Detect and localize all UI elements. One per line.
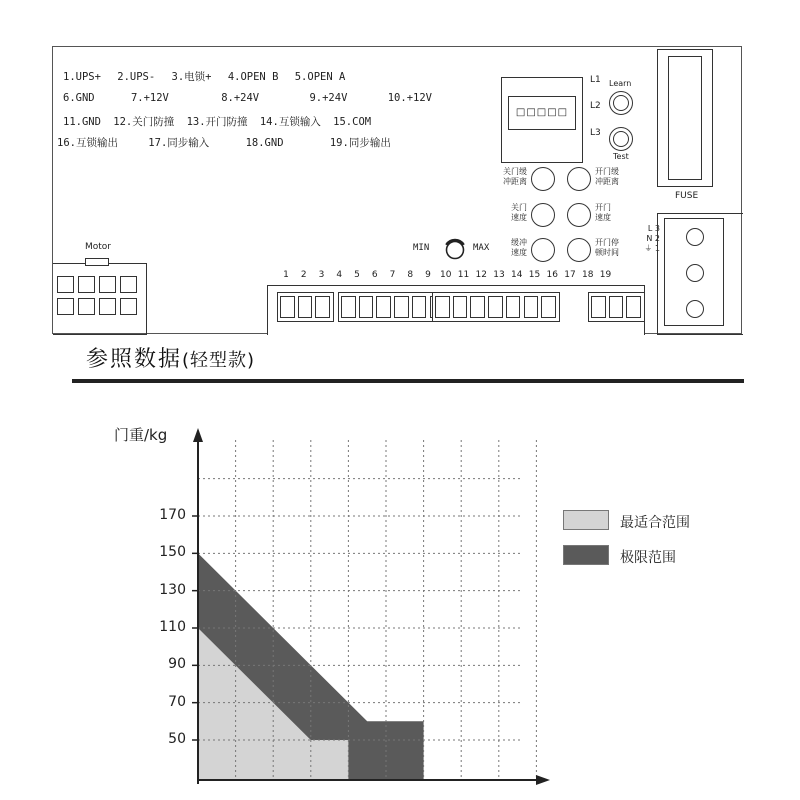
buffer-speed-knob[interactable] [531, 238, 555, 262]
legend-swatch-optimal [563, 510, 609, 530]
pin-label: 10.+12V [387, 92, 432, 104]
terminal-screw-18[interactable] [609, 296, 624, 318]
terminal-number: 7 [389, 270, 396, 280]
connector-pin [120, 298, 137, 315]
terminal-screw-17[interactable] [591, 296, 606, 318]
terminal-number: 18 [582, 270, 594, 280]
terminal-number: 10 [440, 270, 452, 280]
connector-pin [78, 298, 95, 315]
screw-terminal-n[interactable] [686, 264, 704, 282]
connector-pin [78, 276, 95, 293]
chart-plot [0, 390, 800, 800]
terminal-number: 1 [283, 270, 289, 280]
max-label: MAX [473, 243, 490, 253]
terminal-screw-8[interactable] [412, 296, 427, 318]
terminal-number: 2 [300, 270, 307, 280]
y-tick-label: 150 [159, 544, 186, 561]
learn-button-inner [613, 95, 629, 111]
pin-label: 5.OPEN A [294, 71, 346, 83]
knob-label-close-speed [497, 203, 527, 223]
knob-label-pause-time [595, 238, 619, 258]
pin-row-2 [63, 92, 432, 104]
segment-display: □□□□□ [508, 96, 576, 130]
sensitivity-dial[interactable] [443, 237, 467, 261]
legend-swatch-limit [563, 545, 609, 565]
knob-label-open-buffer [595, 167, 619, 187]
fuse-cartridge [668, 56, 702, 180]
y-tick-label: 170 [159, 507, 186, 523]
section-subtitle: (轻型款) [182, 350, 256, 371]
knob-label-line: 速度 [595, 213, 611, 222]
y-tick-label: 110 [159, 619, 186, 635]
pin-label: 19.同步输出 [329, 137, 391, 149]
pin-label: 3.电锁+ [171, 71, 212, 83]
power-terminal-body [664, 218, 724, 326]
pin-label: 17.同步输入 [148, 137, 210, 149]
terminal-screw-19[interactable] [626, 296, 641, 318]
knob-label-line: 开门停 [595, 238, 619, 247]
connector-pin [57, 276, 74, 293]
open-speed-knob[interactable] [567, 203, 591, 227]
terminal-screw-4[interactable] [341, 296, 356, 318]
terminal-screw-2[interactable] [298, 296, 313, 318]
connector-pin [99, 298, 116, 315]
fuse-holder [657, 49, 713, 187]
motor-connector[interactable] [53, 263, 147, 335]
terminal-screw-13[interactable] [488, 296, 503, 318]
knob-label-line: 关门缓 [503, 167, 527, 176]
learn-button[interactable] [609, 91, 633, 115]
terminal-number: 16 [546, 270, 558, 280]
power-label: ⏚ 1 [644, 244, 660, 253]
knob-label-line: 冲距离 [595, 177, 619, 186]
pin-label: 13.开门防撞 [186, 116, 248, 128]
connector-latch [85, 258, 109, 266]
test-button[interactable] [609, 127, 633, 151]
power-label: N 2 [646, 234, 660, 243]
connector-pin [99, 276, 116, 293]
terminal-screw-3[interactable] [315, 296, 330, 318]
pin-label: 15.COM [333, 116, 372, 128]
knob-label-line: 顿时间 [595, 248, 619, 257]
terminal-screw-6[interactable] [376, 296, 391, 318]
terminal-number: 12 [475, 270, 487, 280]
pin-label: 12.关门防撞 [113, 116, 175, 128]
pin-label: 4.OPEN B [227, 71, 279, 83]
motor-label: Motor [85, 242, 112, 252]
heading-divider [72, 379, 744, 383]
power-terminal-block [657, 213, 743, 335]
terminal-number: 11 [457, 270, 470, 280]
led-label-l1: L1 [590, 75, 601, 85]
test-label: Test [613, 152, 629, 161]
knob-label-open-speed [595, 203, 611, 223]
terminal-screw-11[interactable] [453, 296, 468, 318]
terminal-screw-7[interactable] [394, 296, 409, 318]
terminal-number: 14 [511, 270, 523, 280]
door-weight-chart [0, 390, 800, 800]
y-axis-arrow [193, 428, 203, 442]
terminal-number: 8 [407, 270, 414, 280]
learn-label: Learn [609, 79, 632, 88]
y-tick-label: 90 [168, 656, 186, 673]
pin-row-4 [57, 135, 391, 150]
power-label: L 3 [647, 224, 660, 233]
pin-label: 16.互锁输出 [57, 137, 118, 149]
terminal-screw-12[interactable] [470, 296, 485, 318]
screw-terminal-ground[interactable] [686, 300, 704, 318]
terminal-number: 5 [354, 270, 360, 280]
terminal-number: 19 [599, 270, 612, 280]
y-tick-label: 130 [159, 581, 186, 598]
terminal-number: 17 [564, 270, 576, 280]
pause-time-knob[interactable] [567, 238, 591, 262]
knob-label-line: 速度 [511, 213, 527, 222]
pin-label: 7.+12V [130, 92, 169, 104]
pin-label: 9.+24V [309, 92, 348, 104]
knob-label-line: 开门缓 [595, 167, 619, 176]
pin-label: 11.GND [63, 116, 101, 128]
legend-label-limit: 极限范围 [620, 550, 676, 566]
terminal-number: 15 [528, 270, 541, 280]
knob-label-buffer-speed [497, 238, 527, 258]
legend-label-optimal: 最适合范围 [620, 515, 690, 531]
knob-label-line: 缓冲 [511, 238, 527, 247]
signal-terminal-block [267, 285, 645, 335]
y-axis-label: 门重/kg [114, 426, 168, 444]
dial-icon [443, 237, 467, 261]
knob-label-line: 开门 [595, 203, 611, 212]
terminal-number: 13 [493, 270, 505, 280]
knob-label-line: 关门 [511, 203, 527, 212]
control-board [52, 46, 742, 334]
y-tick-label: 70 [168, 693, 186, 710]
pin-row-1 [63, 69, 345, 84]
pin-label: 2.UPS- [117, 71, 156, 83]
terminal-screw-14[interactable] [506, 296, 521, 318]
display-module [501, 77, 583, 163]
knob-label-line: 冲距离 [503, 177, 527, 186]
section-title: 参照数据 [86, 347, 183, 372]
fuse-label: FUSE [675, 191, 699, 201]
screw-terminal-l[interactable] [686, 228, 704, 246]
pin-label: 8.+24V [221, 92, 260, 104]
close-speed-knob[interactable] [531, 203, 555, 227]
terminal-screw-5[interactable] [359, 296, 374, 318]
terminal-screw-15[interactable] [524, 296, 539, 318]
section-heading [86, 342, 255, 373]
pin-label: 18.GND [245, 137, 284, 149]
pin-label: 14.互锁输入 [259, 116, 321, 128]
x-axis-arrow [536, 775, 550, 785]
led-label-l2: L2 [590, 101, 601, 111]
close-buffer-distance-knob[interactable] [531, 167, 555, 191]
min-label: MIN [413, 243, 430, 253]
open-buffer-distance-knob[interactable] [567, 167, 591, 191]
y-tick-label: 50 [168, 731, 186, 747]
connector-pin [57, 298, 74, 315]
knob-label-close-buffer [497, 167, 527, 187]
terminal-number: 9 [425, 270, 431, 280]
led-label-l3: L3 [590, 128, 601, 138]
terminal-screw-1[interactable] [280, 296, 295, 318]
terminal-screw-16[interactable] [541, 296, 556, 318]
pin-label: 6.GND [63, 92, 95, 104]
pin-label: 1.UPS+ [63, 71, 101, 83]
terminal-screw-10[interactable] [435, 296, 450, 318]
test-button-inner [613, 131, 629, 147]
connector-pin [120, 276, 137, 293]
pin-row-3 [63, 114, 371, 129]
terminal-number: 3 [318, 270, 325, 280]
knob-label-line: 速度 [511, 248, 527, 257]
terminal-number: 4 [336, 270, 343, 280]
terminal-number: 6 [371, 270, 378, 280]
